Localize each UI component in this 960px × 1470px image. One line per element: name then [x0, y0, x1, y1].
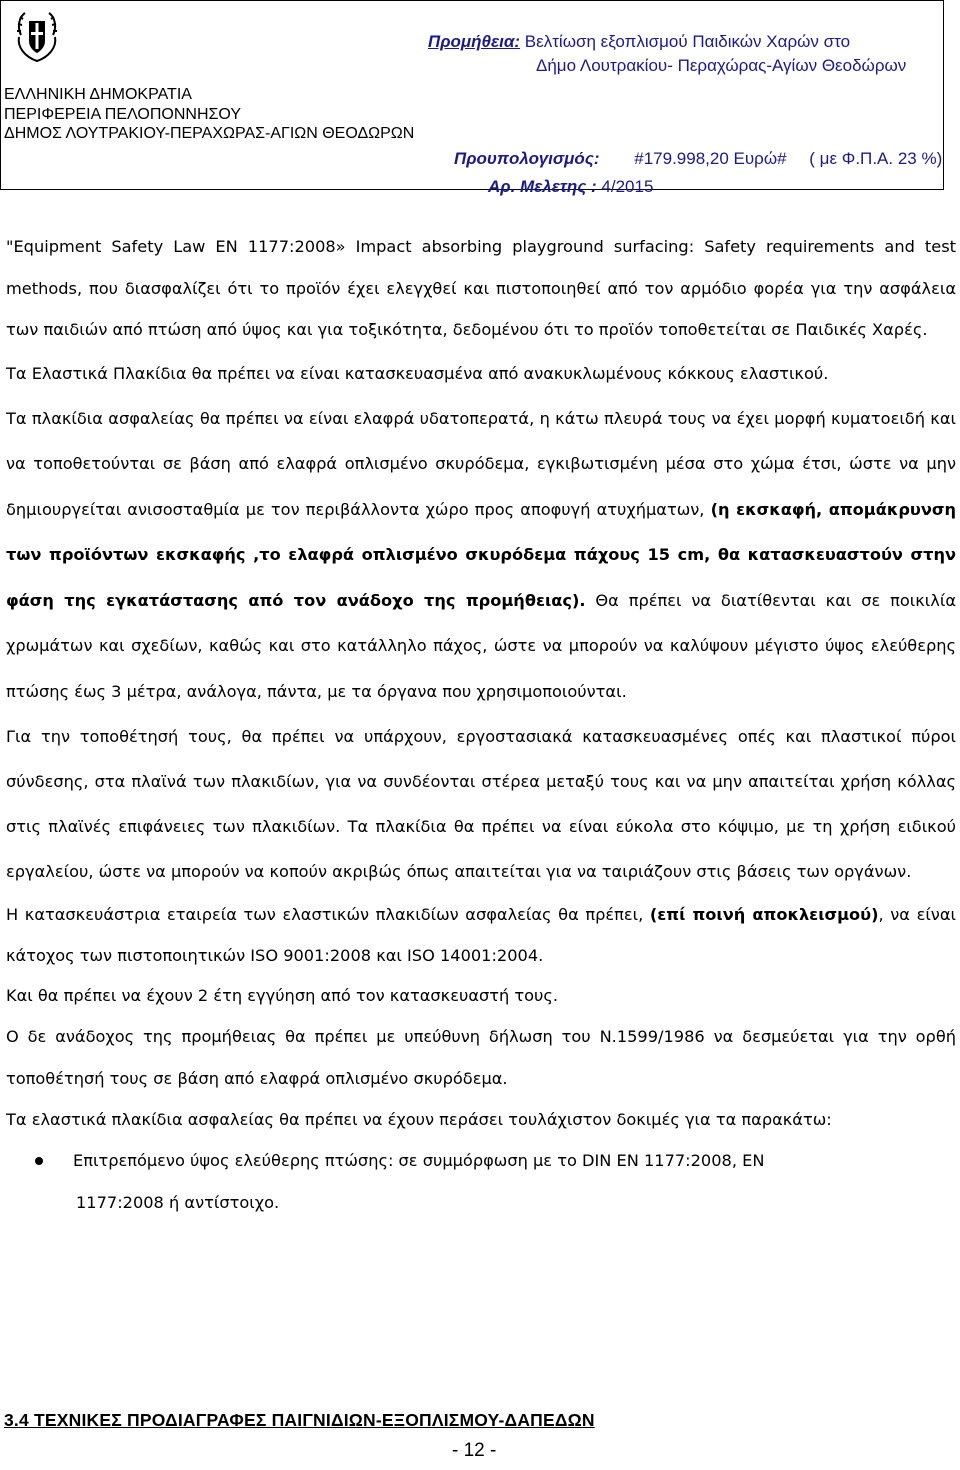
budget-line: [454, 149, 942, 169]
procurement-label: Προμήθεια:: [428, 32, 521, 51]
study-value: 4/2015: [601, 177, 654, 196]
budget-label: Προυπολογισμός:: [454, 149, 600, 168]
paragraph-certification-start: Η κατασκευάστρια εταιρεία των ελαστικών πλακιδίων ασφαλείας θα πρέπει,: [6, 905, 644, 924]
budget-value: #179.998,20 Ευρώ#: [634, 149, 787, 168]
paragraph-installation-end: Θα πρέπει να διατίθενται και σε ποικιλία χρωμάτων και σχεδίων, καθώς και στο κατάλληλο πάχος, ώστε να μπορούν να καλύψουν μέγιστο ύψος ελεύθερης πτώσης έως 3 μέτρα, ανάλογα, πάντα, με τα όργανα που χρησιμοποιούνται.: [6, 590, 956, 701]
document-body: [6, 226, 956, 1224]
paragraph-installation: [6, 396, 956, 715]
authority-block: [4, 85, 414, 144]
study-number-line: [488, 177, 653, 197]
bullet-icon: [35, 1157, 43, 1165]
bullet-text-line-2: 1177:2008 ή αντίστοιχο.: [76, 1193, 280, 1212]
procurement-title: [428, 30, 928, 78]
page-number: - 12 -: [452, 1440, 497, 1461]
paragraph-warranty: Και θα πρέπει να έχουν 2 έτη εγγύηση από τον κατασκευαστή τους.: [6, 986, 559, 1005]
authority-line-country: ΕΛΛΗΝΙΚΗ ΔΗΜΟΚΡΑΤΙΑ: [4, 86, 192, 103]
procurement-line-2: Δήμο Λουτρακίου- Περαχώρας-Αγίων Θεοδώρων: [536, 56, 907, 75]
hellenic-republic-emblem-icon: [15, 7, 59, 65]
paragraph-certification: [6, 894, 956, 976]
authority-line-region: ΠΕΡΙΦΕΡΕΙΑ ΠΕΛΟΠΟΝΝΗΣΟΥ: [4, 105, 241, 123]
procurement-line-1: Βελτίωση εξοπλισμού Παιδικών Χαρών στο: [524, 32, 851, 51]
paragraph-installation-start: Τα πλακίδια ασφαλείας θα πρέπει να είναι ελαφρά υδατοπερατά, η κάτω πλευρά τους να έχει μορφή κυματοειδή και να τοποθετούνται σε βάση από ελαφρά οπλισμένο σκυρόδεμα, εγκιβωτισμένη μέσα στο χώμα έτσι, ώστε να μην δημιουργείται ανισοσταθμία με τον περιβάλλοντα χώρο προς αποφυγή ατυχήματων,: [6, 408, 956, 519]
budget-vat-note: ( με Φ.Π.Α. 23 %): [809, 149, 943, 168]
list-item: [6, 1140, 956, 1182]
bullet-text-line-1: Επιτρεπόμενο ύψος ελεύθερης πτώσης: σε συμμόρφωση με το DIN EN 1177:2008, EN: [73, 1151, 765, 1170]
paragraph-mounting: Για την τοποθέτησή τους, θα πρέπει να υπάρχουν, εργοστασιακά κατασκευασμένες οπές και πλαστικοί πύροι σύνδεσης, στα πλαϊνά των πλακιδίων, για να συνδέονται στέρεα μεταξύ τους και να μην απαιτείται χρήση κόλλας στις πλαϊνές επιφάνειες των πλακιδίων. Τα πλακίδια θα πρέπει να είναι εύκολα στο κόψιμο, με τη χρήση ειδικού εργαλείου, ώστε να μπορούν να κοπούν ακριβώς όπως απαιτείται για να ταιριάζουν στις βάσεις των οργάνων.: [6, 727, 956, 881]
paragraph-material: Τα Ελαστικά Πλακίδια θα πρέπει να είναι κατασκευασμένα από ανακυκλωμένους κόκκους ελαστικού.: [6, 363, 829, 383]
paragraph-certification-end: , να είναι κάτοχος των πιστοποιητικών ISO 9001:2008 και ISO 14001:2004.: [6, 905, 956, 965]
paragraph-tests-intro: Τα ελαστικά πλακίδια ασφαλείας θα πρέπει να έχουν περάσει τουλάχιστον δοκιμές για τα παρακάτω:: [6, 1110, 832, 1129]
paragraph-installation-bold: (η εκσκαφή, απομάκρυνση των προϊόντων εκσκαφής ,το ελαφρά οπλισμένο σκυρόδεμα πάχους 15 cm, θα κατασκευαστούν στην φάση της εγκατάστασης από τον ανάδοχο της προμήθειας).: [6, 499, 956, 610]
section-heading: 3.4 ΤΕΧΝΙΚΕΣ ΠΡΟΔΙΑΓΡΑΦΕΣ ΠΑΙΓΝΙΔΙΩΝ-ΕΞΟΠΛΙΣΜΟΥ-ΔΑΠΕΔΩΝ: [4, 1410, 595, 1430]
paragraph-certification-bold: (επί ποινή αποκλεισμού): [649, 905, 879, 924]
document-header: [0, 0, 944, 196]
paragraph-standard: "Equipment Safety Law EN 1177:2008» Impact absorbing playground surfacing: Safety requirements and test methods, που διασφαλίζει ότι το προϊόν έχει ελεγχθεί και πιστοποιηθεί από τον αρμόδιο φορέα για την ασφάλεια των παιδιών από πτώση από ύψος και για τοξικότητα, δεδομένου ότι το προϊόν τοποθετείται σε Παιδικές Χαρές.: [6, 237, 956, 339]
authority-line-municipality: ΔΗΜΟΣ ΛΟΥΤΡΑΚΙΟΥ-ΠΕΡΑΧΩΡΑΣ-ΑΓΙΩΝ ΘΕΟΔΩΡΩΝ: [4, 125, 415, 142]
study-label: Αρ. Μελετης :: [488, 177, 597, 196]
paragraph-contractor: Ο δε ανάδοχος της προμήθειας θα πρέπει με υπεύθυνη δήλωση του Ν.1599/1986 να δεσμεύεται για την ορθή τοποθέτησή τους σε βάση από ελαφρά οπλισμένο σκυρόδεμα.: [6, 1027, 956, 1088]
